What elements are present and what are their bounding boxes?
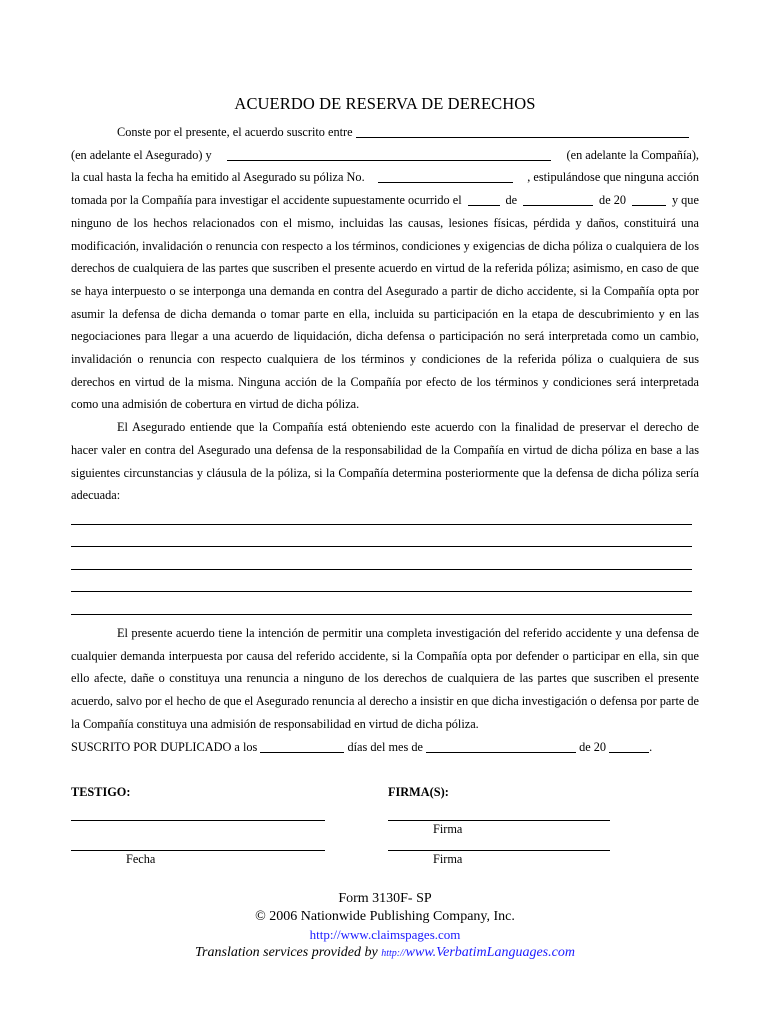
agreement-body: ninguno de los hechos relacionados con el mismo, incluidas las causas, lesiones físicas, pérdida y daños, constituirá una modificación, invalidación o renuncia con respecto a los términos, condiciones y exigencias de dicha póliza o cualquiera de los derechos de cualquiera de las partes que suscriben el presente acuerdo en virtud de la referida póliza; asimismo, en caso de que se haya interpuesto o se interponga una demanda en contra del Asegurado a partir de dicho accidente, si la Compañía opta por asumir la defensa de dicha demanda o tomar parte en ella, incluida su participación en la etapa de descubrimiento y en las negociaciones para llegar a una acuerdo de liquidación, dicha defensa o participación no será interpretada como un cambio, invalidación o renuncia con respecto cualquiera de los términos y condiciones de la referida póliza o cualquiera de sus derechos en virtud de la misma. Ninguna acción de la Compañía por efecto de los términos y condiciones será interpretada como una admisión de cobertura en virtud de dicha póliza. xyxy=(71,215,699,412)
firma-label-2: Firma xyxy=(433,852,463,866)
testigo-label: TESTIGO: xyxy=(71,785,131,799)
suscrito-day-blank[interactable] xyxy=(260,739,344,753)
accident-year-blank[interactable] xyxy=(632,192,666,206)
date-line[interactable] xyxy=(71,850,325,851)
fecha-label: Fecha xyxy=(126,852,156,866)
circumstances-line-5[interactable] xyxy=(71,614,692,615)
form-number: Form 3130F- SP xyxy=(338,891,432,906)
party-line: Conste por el presente, el acuerdo suscrito entre xyxy=(71,121,699,144)
suscrito-month-blank[interactable] xyxy=(426,739,576,753)
verbatim-link[interactable]: www.VerbatimLanguages.com xyxy=(405,945,575,960)
circumstances-line-1[interactable] xyxy=(71,524,692,525)
signature-line-1[interactable] xyxy=(388,820,610,821)
document-title: ACUERDO DE RESERVA DE DERECHOS xyxy=(234,94,536,113)
accident-date-line: tomada por la Compañía para investigar el accidente supuestamente ocurrido el de de 20 y que xyxy=(71,193,699,208)
paragraph-circumstances: El Asegurado entiende que la Compañía está obteniendo este acuerdo con la finalidad de preservar el derecho de hacer valer en contra del Asegurado una defensa de la responsabilidad de la Compañía en virtud de dicha póliza en base a las siguientes circunstancias y cláusula de la póliza, si la Compañía determina posteriormente que la defensa de dicha póliza sería adecuada: xyxy=(71,420,699,503)
company-name-blank[interactable] xyxy=(227,147,551,161)
translation-credit: Translation services provided by http://www.VerbatimLanguages.com xyxy=(195,945,575,960)
circumstances-line-4[interactable] xyxy=(71,591,692,592)
copyright-notice: © 2006 Nationwide Publishing Company, Inc. xyxy=(255,909,515,924)
verbatim-link-prefix[interactable]: http:// xyxy=(381,948,406,959)
policy-number-blank[interactable] xyxy=(378,169,513,183)
paragraph-agreement xyxy=(71,121,699,507)
signature-line-2[interactable] xyxy=(388,850,610,851)
firmas-label: FIRMA(S): xyxy=(388,785,449,799)
witness-signature-line[interactable] xyxy=(71,820,325,821)
circumstances-line-3[interactable] xyxy=(71,569,692,570)
firma-label-1: Firma xyxy=(433,822,463,836)
insured-line: (en adelante el Asegurado) y (en adelante la Compañía), xyxy=(71,147,699,162)
accident-day-blank[interactable] xyxy=(468,192,500,206)
policy-line: la cual hasta la fecha ha emitido al Asegurado su póliza No. , estipulándose que ninguna acción xyxy=(71,170,699,185)
accident-month-blank[interactable] xyxy=(523,192,593,206)
paragraph-intent: El presente acuerdo tiene la intención de permitir una completa investigación del referido accidente y una defensa de cualquier demanda interpuesta por causa del referido accidente, si la Compañía opta por defender o participar en ella, sin que ello afecte, dañe o constituya una renuncia a ninguno de los derechos de cualquiera de las partes que suscriben el presente acuerdo, salvo por el hecho de que el Asegurado renuncia al derecho a insistir en que dicha investigación o defensa por parte de la Compañía constituya una admisión de responsabilidad en virtud de dicha póliza. SUSCRITO POR DUPLICADO a los días del mes de de 20 . xyxy=(71,622,699,758)
suscrito-line: SUSCRITO POR DUPLICADO a los días del mes de de 20 . xyxy=(71,739,653,754)
claimspages-link[interactable]: http://www.claimspages.com xyxy=(309,927,461,942)
party-name-blank[interactable] xyxy=(356,124,689,138)
circumstances-line-2[interactable] xyxy=(71,546,692,547)
suscrito-year-blank[interactable] xyxy=(609,739,649,753)
